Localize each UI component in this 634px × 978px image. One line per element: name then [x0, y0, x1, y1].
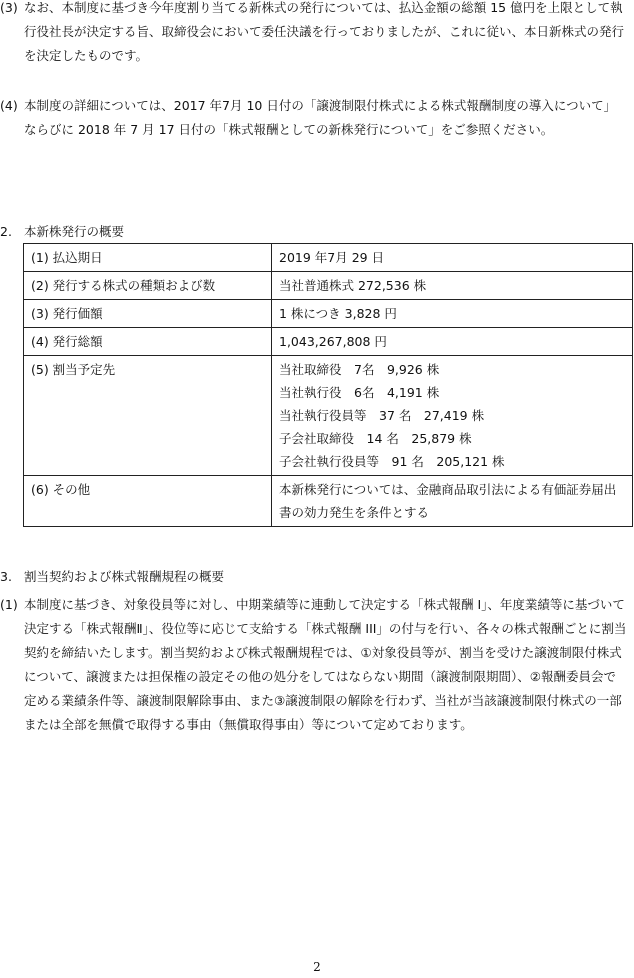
paragraph-item-4 — [0, 94, 628, 142]
value-line: 子会社執行役員等 91 名 205,121 株 — [279, 454, 505, 469]
section-title: 割当契約および株式報酬規程の概要 — [24, 569, 225, 584]
row-value — [272, 272, 633, 300]
row-value — [272, 356, 633, 476]
value-line: 1 株につき 3,828 円 — [279, 306, 397, 321]
table-row — [24, 356, 633, 476]
paragraph-text: 本制度の詳細については、2017 年7月 10 日付の「譲渡制限付株式による株式報酬制度の導入について」ならびに 2018 年 7 月 17 日付の「株式報酬としての新株発行について」をご参照ください。 — [24, 98, 617, 137]
item-number: (3) — [0, 0, 18, 15]
stock-issuance-summary-table — [23, 243, 633, 527]
section-title: 本新株発行の概要 — [24, 224, 125, 239]
value-line: 当社普通株式 272,536 株 — [279, 278, 427, 293]
item-number: (4) — [0, 98, 18, 113]
paragraph-item-3 — [0, 0, 628, 68]
value-line: 1,043,267,808 円 — [279, 334, 387, 349]
value-line: 本新株発行については、金融商品取引法による有価証券届出書の効力発生を条件とする — [279, 482, 617, 520]
value-line: 当社執行役 6名 4,191 株 — [279, 385, 440, 400]
value-line: 当社取締役 7名 9,926 株 — [279, 362, 440, 377]
table-row — [24, 328, 633, 356]
row-label: (6) その他 — [24, 476, 272, 527]
section-number: 3. — [0, 569, 12, 584]
row-label: (4) 発行総額 — [24, 328, 272, 356]
page-number: 2 — [313, 960, 321, 974]
row-label: (1) 払込期日 — [24, 244, 272, 272]
row-label: (2) 発行する株式の種類および数 — [24, 272, 272, 300]
section-number: 2. — [0, 224, 12, 239]
paragraph-text: 本制度に基づき、対象役員等に対し、中期業績等に連動して決定する「株式報酬 I」、年度業績等に基づいて決定する「株式報酬Ⅱ」、役位等に応じて支給する「株式報酬 III」の付与を行い、各々の株式報酬ごとに割当契約を締結いたします。割当契約および株式報酬規程では、①対象役員等が、割当を受けた譲渡制限付株式について、譲渡または担保権の設定その他の処分をしてはならない期間（譲渡制限期間）、②報酬委員会で定める業績条件等、譲渡制限解除事由、また③譲渡制限の解除を行わず、当社が当該譲渡制限付株式の一部または全部を無償で取得する事由（無償取得事由）等について定めております。 — [24, 597, 627, 732]
table-row — [24, 272, 633, 300]
row-value — [272, 328, 633, 356]
value-line: 当社執行役員等 37 名 27,419 株 — [279, 408, 485, 423]
table-row — [24, 476, 633, 527]
row-value — [272, 244, 633, 272]
value-line: 子会社取締役 14 名 25,879 株 — [279, 431, 472, 446]
table-row — [24, 244, 633, 272]
row-value — [272, 300, 633, 328]
paragraph-text: なお、本制度に基づき今年度割り当てる新株式の発行については、払込金額の総額 15 億円を上限として執行役社長が決定する旨、取締役会において委任決議を行っておりましたが、これに従い、本日新株式の発行を決定したものです。 — [24, 0, 625, 63]
row-label: (5) 割当予定先 — [24, 356, 272, 476]
row-label: (3) 発行価額 — [24, 300, 272, 328]
section-3-heading — [0, 567, 224, 587]
row-value — [272, 476, 633, 527]
table-row — [24, 300, 633, 328]
section-2-heading — [0, 222, 124, 242]
item-number: (1) — [0, 597, 18, 612]
value-line: 2019 年7月 29 日 — [279, 250, 385, 265]
paragraph-section-3-item-1 — [0, 593, 628, 737]
